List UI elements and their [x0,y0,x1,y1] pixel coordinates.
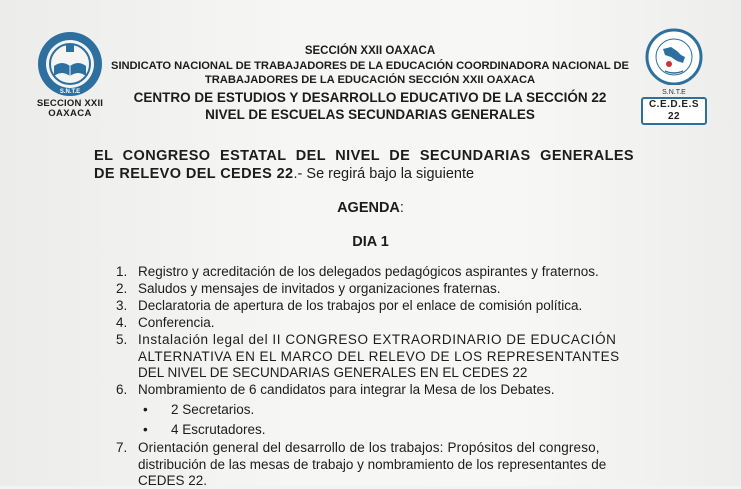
sub-bullet-text: 4 Escrutadores. [171,422,266,437]
title-bold-part: DE RELEVO DEL CEDES 22 [94,166,294,182]
cedes-badge: C.E.D.E.S 22 [641,97,707,125]
item-text: Saludos y mensajes de invitados y organizaciones fraternas. [138,281,501,296]
snte-emblem-icon [36,30,104,98]
bullet-icon: • [143,422,148,437]
item-text: Declaratoria de apertura de los trabajos por el enlace de comisión política. [138,298,583,313]
item-number: 4. [116,315,128,330]
agenda-label: AGENDA [337,200,400,216]
snte-logo [34,30,106,119]
day-heading: DIA 1 [352,234,389,250]
logo-caption-section: SECCION XXII [36,98,104,109]
emblem-text: S.N.T.E [59,89,81,95]
sub-bullet-text: 2 Secretarios. [171,402,255,417]
item-text: CEDES 22. [138,473,208,488]
title-rest: .- Se regirá bajo la siguiente [293,166,475,182]
header-union-name-cont: TRABAJADORES DE LA EDUCACIÓN SECCIÓN XXII OAXACA [204,74,536,86]
item-number: 7. [116,440,128,455]
item-text: Nombramiento de 6 candidatos para integrar la Mesa de los Debates. [138,382,555,397]
header-center-name: CENTRO DE ESTUDIOS Y DESARROLLO EDUCATIVO DE LA SECCIÓN 22 [133,90,607,105]
item-text: Orientación general del desarrollo de los trabajos: Propósitos del congreso, [138,440,600,455]
header-section: SECCIÓN XXII OAXACA [304,45,436,57]
item-text: ALTERNATIVA EN EL MARCO DEL RELEVO DE LOS REPRESENTANTES [138,349,620,364]
cedes-logo [634,27,714,125]
item-text: Instalación legal del II CONGRESO EXTRAORDINARIO DE EDUCACIÓN [138,332,617,347]
header-union-name: SINDICATO NACIONAL DE TRABAJADORES DE LA EDUCACIÓN COORDINADORA NACIONAL DE [111,60,629,72]
item-number: 2. [116,281,128,296]
item-number: 5. [116,332,128,347]
header-level-name: NIVEL DE ESCUELAS SECUNDARIAS GENERALES [205,107,535,122]
document-title-line1: EL CONGRESO ESTATAL DEL NIVEL DE SECUNDARIAS GENERALES [94,148,634,164]
bullet-icon: • [143,402,148,417]
cedes-emblem-icon [641,27,707,85]
item-text: DEL NIVEL DE SECUNDARIAS GENERALES EN EL CEDES 22 [138,365,528,380]
cedes-snte-text: S.N.T.E [662,89,686,96]
agenda-suffix: : [399,200,404,216]
logo-caption-state: OAXACA [48,108,92,119]
agenda-heading [0,200,741,216]
item-number: 3. [116,298,128,313]
item-number: 6. [116,382,128,397]
item-text: Conferencia. [138,315,215,330]
item-text: Registro y acreditación de los delegados pedagógicos aspirantes y fraternos. [138,264,599,279]
item-text: distribución de las mesas de trabajo y nombramiento de los representantes de [138,457,607,472]
item-number: 1. [116,264,128,279]
document-title-line2 [94,166,474,182]
